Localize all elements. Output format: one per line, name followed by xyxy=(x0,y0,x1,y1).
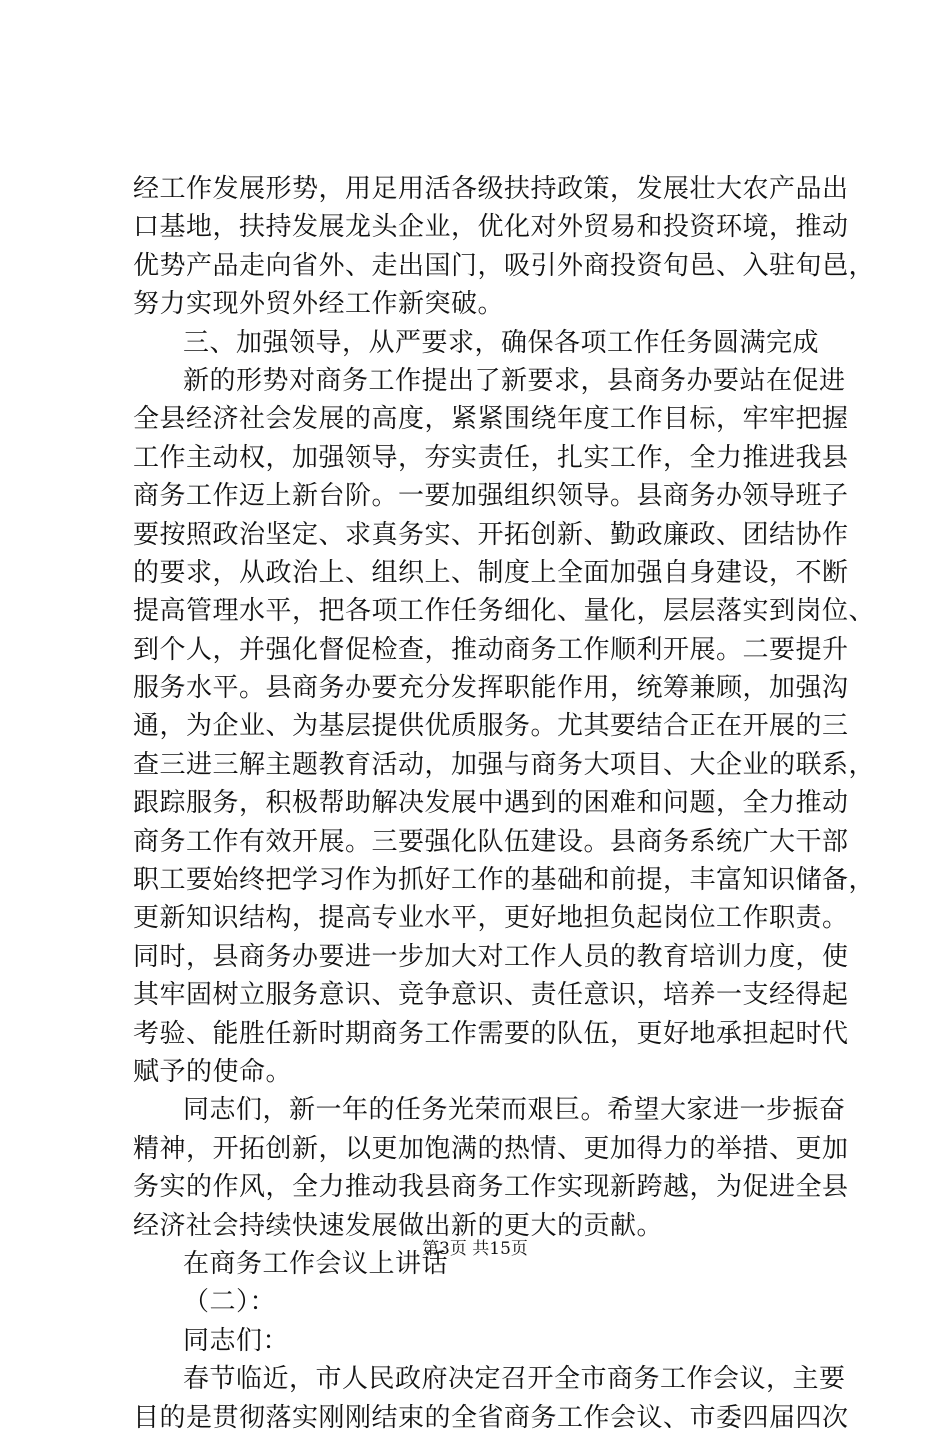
speech-title: 在商务工作会议上讲话 xyxy=(183,1248,449,1279)
text-line: 提高管理水平，把各项工作任务细化、量化，层层落实到岗位、 xyxy=(133,596,876,627)
text-line: 全县经济社会发展的高度，紧紧围绕年度工作目标，牢牢把握 xyxy=(133,404,849,435)
text-line: 经济社会持续快速发展做出新的更大的贡献。 xyxy=(133,1210,664,1241)
text-line: 更新知识结构，提高专业水平，更好地担负起岗位工作职责。 xyxy=(133,903,849,934)
text-line: 商务工作迈上新台阶。一要加强组织领导。县商务办领导班子 xyxy=(133,481,849,512)
text-line: 同志们，新一年的任务光荣而艰巨。希望大家进一步振奋 xyxy=(183,1095,846,1126)
text-line: 赋予的使命。 xyxy=(133,1056,293,1087)
page-number-footer: 第3页 共15页 xyxy=(422,1239,528,1259)
text-line: 其牢固树立服务意识、竞争意识、责任意识，培养一支经得起 xyxy=(133,980,849,1011)
text-line: 到个人，并强化督促检查，推动商务工作顺利开展。二要提升 xyxy=(133,634,849,665)
text-line: 春节临近，市人民政府决定召开全市商务工作会议，主要 xyxy=(183,1364,846,1395)
text-line: 查三进三解主题教育活动，加强与商务大项目、大企业的联系， xyxy=(133,749,876,780)
speech-number: （二）： xyxy=(183,1287,277,1318)
text-line: 新的形势对商务工作提出了新要求，县商务办要站在促进 xyxy=(183,365,846,396)
text-line: 经工作发展形势，用足用活各级扶持政策，发展壮大农产品出 xyxy=(133,174,849,204)
text-line: 职工要始终把学习作为抓好工作的基础和前提，丰富知识储备， xyxy=(133,865,876,896)
text-line: 精神，开拓创新，以更加饱满的热情、更加得力的举措、更加 xyxy=(133,1133,849,1164)
text-line: 服务水平。县商务办要充分发挥职能作用，统筹兼顾，加强沟 xyxy=(133,673,849,704)
text-line: 目的是贯彻落实刚刚结束的全省商务工作会议、市委四届四次 xyxy=(133,1402,849,1433)
text-line: 务实的作风，全力推动我县商务工作实现新跨越，为促进全县 xyxy=(133,1172,849,1203)
section-heading: 三、加强领导，从严要求，确保各项工作任务圆满完成 xyxy=(183,327,820,358)
text-line: 商务工作有效开展。三要强化队伍建设。县商务系统广大干部 xyxy=(133,826,849,857)
text-line: 要按照政治坚定、求真务实、开拓创新、勤政廉政、团结协作 xyxy=(133,519,849,550)
text-line: 通，为企业、为基层提供优质服务。尤其要结合正在开展的三 xyxy=(133,711,849,742)
text-line: 口基地，扶持发展龙头企业，优化对外贸易和投资环境，推动 xyxy=(133,212,849,243)
text-line: 努力实现外贸外经工作新突破。 xyxy=(133,289,505,320)
text-line: 优势产品走向省外、走出国门，吸引外商投资旬邑、入驻旬邑， xyxy=(133,250,876,281)
salutation: 同志们： xyxy=(183,1325,290,1356)
text-line: 考验、能胜任新时期商务工作需要的队伍，更好地承担起时代 xyxy=(133,1018,849,1049)
text-line: 跟踪服务，积极帮助解决发展中遇到的困难和问题，全力推动 xyxy=(133,788,849,819)
text-line: 同时，县商务办要进一步加大对工作人员的教育培训力度，使 xyxy=(133,941,849,972)
text-line: 工作主动权，加强领导，夯实责任，扎实工作，全力推进我县 xyxy=(133,442,849,473)
text-line: 的要求，从政治上、组织上、制度上全面加强自身建设，不断 xyxy=(133,557,849,588)
